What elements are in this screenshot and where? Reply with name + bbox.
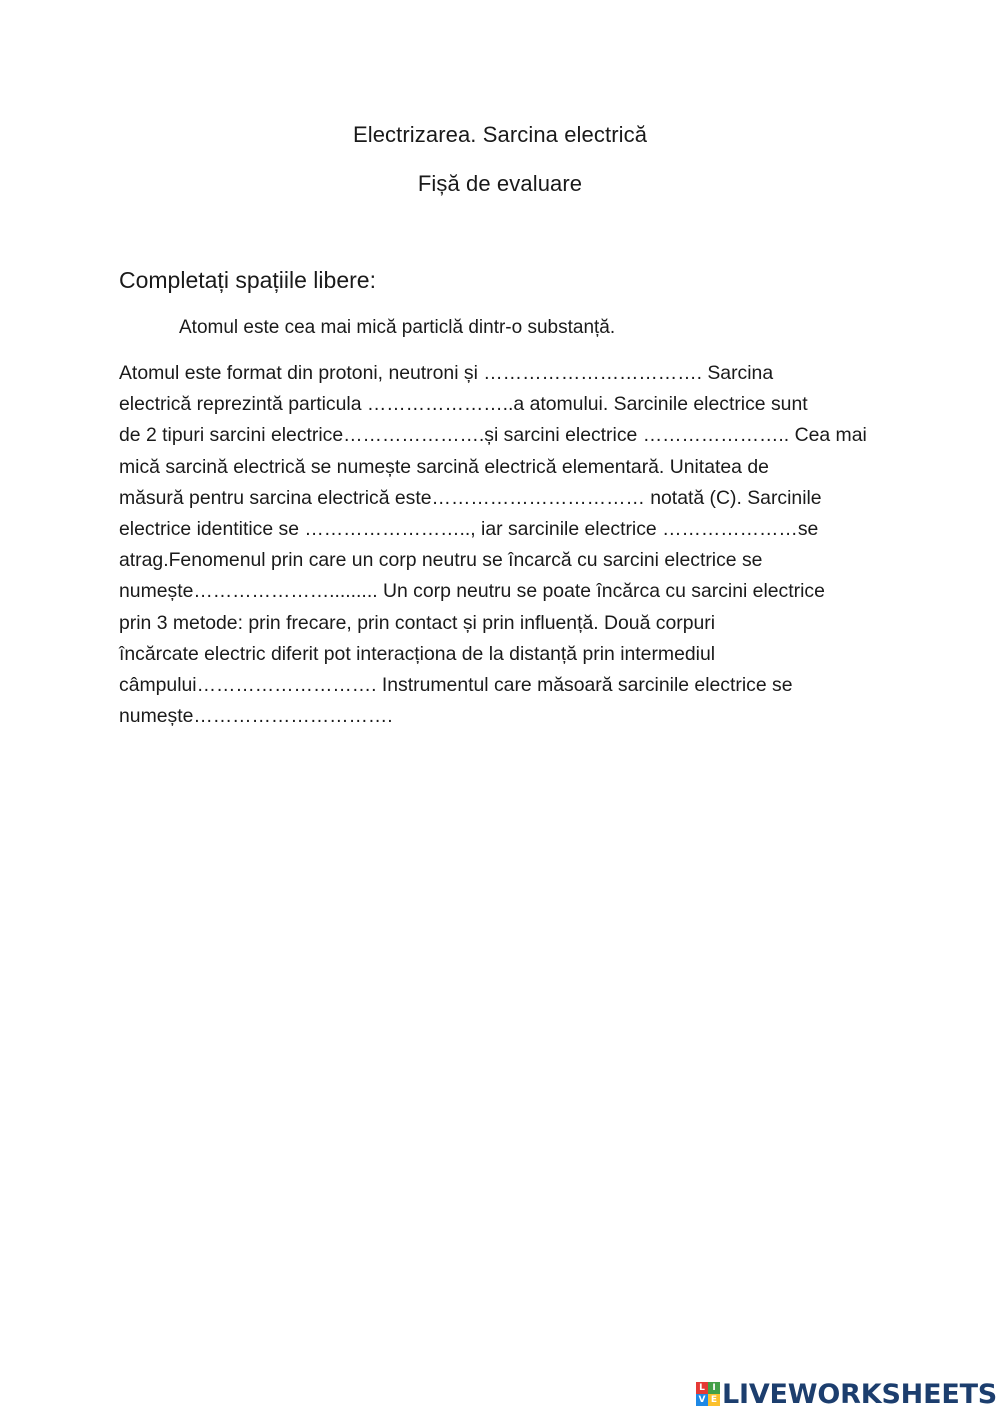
paragraph-line: mică sarcină electrică se numește sarcină electrică elementară. Unitatea de bbox=[119, 455, 769, 478]
brand-name: LIVEWORKSHEETS bbox=[722, 1378, 998, 1410]
liveworksheets-logo-icon bbox=[696, 1382, 720, 1406]
paragraph-line: prin 3 metode: prin frecare, prin contact și prin influență. Două corpuri bbox=[119, 611, 716, 634]
fill-in-paragraph bbox=[119, 358, 899, 732]
intro-sentence: Atomul este cea mai mică particlă dintr-o substanță. bbox=[179, 317, 616, 338]
paragraph-line: electrică reprezintă particula …………………..a atomului. Sarcinile electrice sunt bbox=[119, 393, 808, 416]
paragraph-line: de 2 tipuri sarcini electrice………………….și sarcini electrice ………………….. Cea mai bbox=[119, 424, 867, 447]
document-subtitle: Fișă de evaluare bbox=[417, 171, 583, 196]
paragraph-line: încărcate electric diferit pot interacționa de la distanță prin intermediul bbox=[119, 642, 716, 665]
paragraph-line: Atomul este format din protoni, neutroni și ……………………………. Sarcina bbox=[119, 362, 774, 384]
paragraph-line: măsură pentru sarcina electrică este…………………………… notată (C). Sarcinile bbox=[119, 486, 822, 509]
logo-tile: I bbox=[708, 1382, 720, 1394]
document-title: Electrizarea. Sarcina electrică bbox=[352, 122, 648, 147]
logo-tile: E bbox=[708, 1394, 720, 1406]
paragraph-line: numește…………………………. bbox=[119, 705, 393, 728]
instruction-heading: Completați spațiile libere: bbox=[119, 267, 376, 293]
logo-tile: V bbox=[696, 1394, 708, 1406]
paragraph-line: câmpului………………………. Instrumentul care măsoară sarcinile electrice se bbox=[119, 674, 793, 697]
paragraph-line: electrice identitice se …………………….., iar sarcinile electrice …………………se bbox=[119, 518, 819, 541]
paragraph-line: atrag.Fenomenul prin care un corp neutru se încarcă cu sarcini electrice se bbox=[119, 549, 763, 572]
logo-tile: L bbox=[696, 1382, 708, 1394]
paragraph-line: numește…………………......... Un corp neutru se poate încărca cu sarcini electrice bbox=[119, 580, 825, 603]
liveworksheets-brand bbox=[696, 1378, 997, 1410]
